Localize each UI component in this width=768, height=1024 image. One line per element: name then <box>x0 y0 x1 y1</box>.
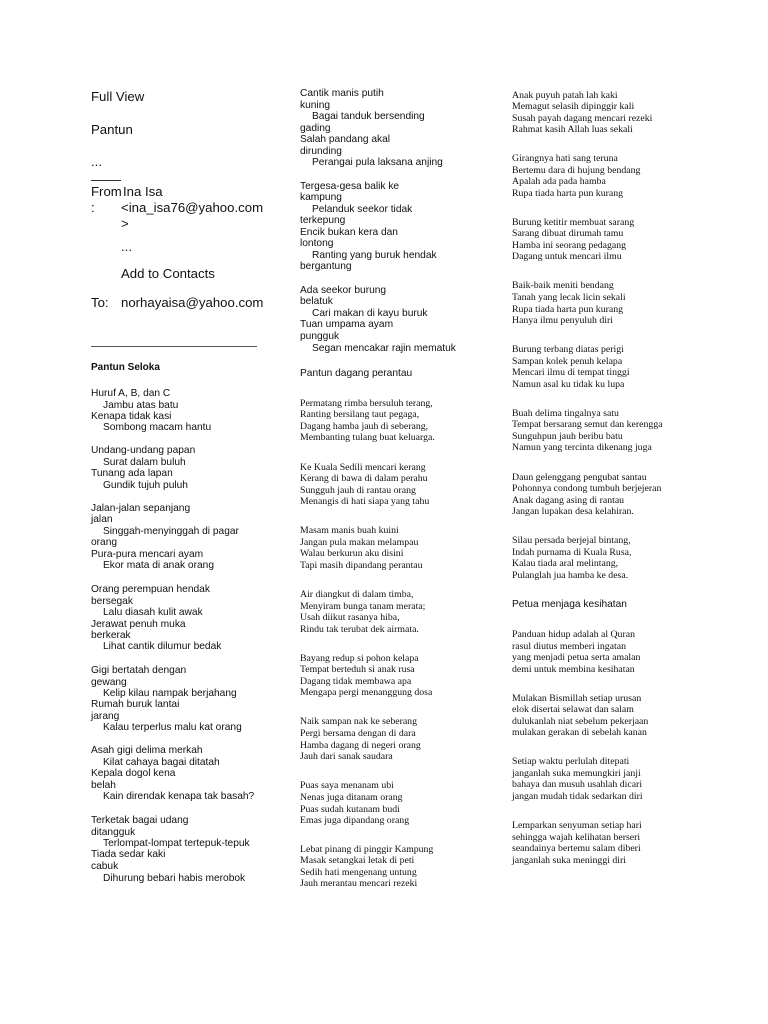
poem-line: Menyiram bunga tanam merata; <box>300 601 426 612</box>
poem-line: Sungguh jauh di rantau orang <box>300 485 416 496</box>
poem-line: Cantik manis putih <box>300 88 384 99</box>
poem-line: Tunang ada lapan <box>91 468 173 479</box>
poem-line: Hamba ini seorang pedagang <box>512 240 626 251</box>
poem-line: Surat dalam buluh <box>103 457 186 468</box>
poem-line: Rindu tak terubat dek airmata. <box>300 624 419 635</box>
poem-line: janganlah suka meninggi diri <box>512 855 626 866</box>
poem-line: Jerawat penuh muka <box>91 619 186 630</box>
poem-line: Mulakan Bismillah setiap urusan <box>512 693 642 704</box>
poem-line: seandainya bertemu salam diberi <box>512 843 641 854</box>
poem-line: Dagang untuk mencari ilmu <box>512 251 622 262</box>
from-email-close: > <box>121 216 129 231</box>
poem-line: Memagut selasih dipinggir kali <box>512 101 635 112</box>
ellipsis-text: ... <box>91 154 102 169</box>
poem-line: Ranting bersilang taut pegaga, <box>300 409 420 420</box>
poem-line: Dagang hamba jauh di seberang, <box>300 421 429 432</box>
poem-line: Sedih hati mengenang untung <box>300 867 417 878</box>
poem-line: Sombong macam hantu <box>103 422 212 433</box>
poem-line: Tempat bersarang semut dan kerengga <box>512 419 663 430</box>
poem-line: Kilat cahaya bagai ditatah <box>103 757 220 768</box>
poem-line: Kalau tiada aral melintang, <box>512 558 619 569</box>
poem-line: ditangguk <box>91 827 136 838</box>
poem-line: Pergi bersama dengan di dara <box>300 728 416 739</box>
poem-line: Naik sampan nak ke seberang <box>300 716 417 727</box>
poem-line: Buah delima tingalnya satu <box>512 408 619 419</box>
poem-line: Terlompat-lompat tertepuk-tepuk <box>103 838 250 849</box>
poem-line: Ada seekor burung <box>300 285 387 296</box>
poem-line: Masam manis buah kuini <box>300 525 399 536</box>
poem-line: Ke Kuala Sedili mencari kerang <box>300 462 426 473</box>
from-name[interactable]: Ina Isa <box>123 184 163 199</box>
poem-line: Lihat cantik dilumur bedak <box>103 641 222 652</box>
poem-line: Bayang redup si pohon kelapa <box>300 653 419 664</box>
poem-line: Singgah-menyinggah di pagar <box>103 526 239 537</box>
poem-line: Rupa tiada harta pun kurang <box>512 304 623 315</box>
short-divider <box>91 180 121 181</box>
poem-line: Kalau terperlus malu kat orang <box>103 722 242 733</box>
poem-line: Orang perempuan hendak <box>91 584 210 595</box>
poem-line: Puas sudah kutanam budi <box>300 804 400 815</box>
poem-line: Anak puyuh patah lah kaki <box>512 90 618 101</box>
poem-line: Jauh merantau mencari rezeki <box>300 878 418 889</box>
poem-line: bersegak <box>91 596 133 607</box>
poem-line: Hamba dagang di negeri orang <box>300 740 421 751</box>
poem-line: Pohonnya condong tumbuh berjejeran <box>512 483 662 494</box>
poem-line: Air diangkut di dalam timba, <box>300 589 414 600</box>
poem-line: Kelip kilau nampak berjahang <box>103 688 237 699</box>
page-title: Full View <box>91 89 145 104</box>
poem-line: Membanting tulang buat keluarga. <box>300 432 435 443</box>
poem-line: Sarang dibuat dirumah tamu <box>512 228 624 239</box>
colon-label: : <box>91 200 95 215</box>
poem-line: jarang <box>91 711 120 722</box>
poem-line: terkepung <box>300 215 346 226</box>
poem-line: Jauh dari sanak saudara <box>300 751 393 762</box>
poem-line: Rahmat kasih Allah luas sekali <box>512 124 633 135</box>
poem-line: Jangan lupakan desa kelahiran. <box>512 506 634 517</box>
poem-line: Pulanglah jua hamba ke desa. <box>512 570 629 581</box>
poem-line: Kenapa tidak kasi <box>91 411 172 422</box>
poem-line: Walau berkurun aku disini <box>300 548 404 559</box>
subject-label: Pantun <box>91 122 133 137</box>
add-to-contacts-link[interactable]: Add to Contacts <box>121 266 215 281</box>
poem-line: kampung <box>300 192 342 203</box>
poem-line: Ranting yang buruk hendak <box>312 250 437 261</box>
poem-line: Mencari ilmu di tempat tinggi <box>512 367 630 378</box>
pantun-seloka-heading: Pantun Seloka <box>91 362 160 373</box>
poem-line: elok disertai selawat dan salam <box>512 704 634 715</box>
poem-line: Tuan umpama ayam <box>300 319 394 330</box>
poem-line: Cari makan di kayu buruk <box>312 308 428 319</box>
poem-line: Undang-undang papan <box>91 445 196 456</box>
poem-line: Encik bukan kera dan <box>300 227 398 238</box>
poem-line: Tanah yang lecak licin sekali <box>512 292 626 303</box>
poem-line: Susah payah dagang mencari rezeki <box>512 113 653 124</box>
poem-line: Burung terbang diatas perigi <box>512 344 624 355</box>
poem-line: dirunding <box>300 146 342 157</box>
poem-line: Setiap waktu perlulah ditepati <box>512 756 630 767</box>
poem-line: Namun asal ku tidak ku lupa <box>512 379 625 390</box>
section-divider <box>91 346 257 347</box>
poem-line: Lebat pinang di pinggir Kampung <box>300 844 434 855</box>
poem-line: Panduan hidup adalah al Quran <box>512 629 635 640</box>
poem-line: Pura-pura mencari ayam <box>91 549 204 560</box>
poem-line: gewang <box>91 677 127 688</box>
from-email[interactable]: <ina_isa76@yahoo.com <box>121 200 264 215</box>
poem-line: Sampan kolek penuh kelapa <box>512 356 623 367</box>
poem-line: Rupa tiada harta pun kurang <box>512 188 623 199</box>
poem-line: Jambu atas batu <box>103 400 179 411</box>
poem-line: Terketak bagai udang <box>91 815 189 826</box>
poem-line: kuning <box>300 100 331 111</box>
poem-line: Huruf A, B, dan C <box>91 388 171 399</box>
poem-line: Masak setangkai letak di peti <box>300 855 415 866</box>
poem-line: gading <box>300 123 331 134</box>
poem-line: Anak dagang asing di rantau <box>512 495 625 506</box>
poem-line: Dagang tidak membawa apa <box>300 676 412 687</box>
to-label: To: <box>91 295 109 310</box>
poem-line: Menangis di hati siapa yang tahu <box>300 496 430 507</box>
poem-line: Permatang rimba bersuluh terang, <box>300 398 433 409</box>
poem-line: Kerang di bawa di dalam perahu <box>300 473 428 484</box>
poem-line: Lemparkan senyuman setiap hari <box>512 820 642 831</box>
poem-line: Namun yang tercinta dikenang juga <box>512 442 652 453</box>
poem-line: Segan mencakar rajin mematuk <box>312 343 456 354</box>
poem-line: lontong <box>300 238 334 249</box>
poem-line: Perangai pula laksana anjing <box>312 157 443 168</box>
poem-line: orang <box>91 537 118 548</box>
poem-line: Tergesa-gesa balik ke <box>300 181 400 192</box>
section-heading: Pantun dagang perantau <box>300 368 413 379</box>
poem-line: jalan <box>91 514 113 525</box>
poem-line: Salah pandang akal <box>300 134 391 145</box>
poem-line: belatuk <box>300 296 333 307</box>
poem-line: Rumah buruk lantai <box>91 699 180 710</box>
poem-line: demi untuk membina kesihatan <box>512 664 635 675</box>
poem-line: Kepala dogol kena <box>91 768 176 779</box>
to-email[interactable]: norhayaisa@yahoo.com <box>121 295 264 310</box>
section-heading: Petua menjaga kesihatan <box>512 599 627 610</box>
poem-line: cabuk <box>91 861 119 872</box>
poem-line: Tempat berteduh si anak rusa <box>300 664 415 675</box>
poem-line: rasul diutus memberi ingatan <box>512 641 626 652</box>
poem-line: Ekor mata di anak orang <box>103 560 214 571</box>
poem-line: Girangnya hati sang teruna <box>512 153 618 164</box>
poem-line: Emas juga dipandang orang <box>300 815 410 826</box>
from-label: From <box>91 184 122 199</box>
poem-line: yang menjadi petua serta amalan <box>512 652 641 663</box>
poem-line: Lalu diasah kulit awak <box>103 607 203 618</box>
poem-line: Apalah ada pada hamba <box>512 176 606 187</box>
poem-line: Puas saya menanam ubi <box>300 780 394 791</box>
poem-line: berkerak <box>91 630 131 641</box>
poem-line: sehingga wajah kelihatan berseri <box>512 832 641 843</box>
poem-line: Indah purnama di Kuala Rusa, <box>512 547 632 558</box>
poem-line: Silau persada berjejal bintang, <box>512 535 631 546</box>
poem-line: bahaya dan musuh usahlah dicari <box>512 779 643 790</box>
poem-line: Burung ketitir membuat sarang <box>512 217 635 228</box>
poem-line: Daun gelenggang pengubat santau <box>512 472 647 483</box>
poem-line: Pelanduk seekor tidak <box>312 204 413 215</box>
poem-line: Bagai tanduk bersending <box>312 111 425 122</box>
poem-line: Dihurung bebari habis merobok <box>103 873 246 884</box>
poem-line: Mengapa pergi menanggung dosa <box>300 687 433 698</box>
poem-line: Bertemu dara di hujung bendang <box>512 165 641 176</box>
poem-line: Tapi masih dipandang perantau <box>300 560 423 571</box>
poem-line: Gigi bertatah dengan <box>91 665 187 676</box>
poem-line: Baik-baik meniti bendang <box>512 280 614 291</box>
poem-line: pungguk <box>300 331 340 342</box>
poem-line: janganlah suka memungkiri janji <box>512 768 641 779</box>
more-ellipsis[interactable]: ... <box>121 239 132 254</box>
poem-line: Hanya ilmu penyuluh diri <box>512 315 613 326</box>
poem-line: Asah gigi delima merkah <box>91 745 203 756</box>
poem-line: jangan mudah tidak sedarkan diri <box>512 791 643 802</box>
poem-line: mulakan gerakan di sebelah kanan <box>512 727 647 738</box>
poem-line: Jangan pula makan melampau <box>300 537 419 548</box>
poem-line: Sunguhpun jauh beribu batu <box>512 431 623 442</box>
poem-line: Tiada sedar kaki <box>91 849 166 860</box>
poem-line: Kain direndak kenapa tak basah? <box>103 791 255 802</box>
poem-line: Usah diikut rasanya hiba, <box>300 612 400 623</box>
poem-line: Jalan-jalan sepanjang <box>91 503 191 514</box>
poem-line: belah <box>91 780 116 791</box>
poem-line: Gundik tujuh puluh <box>103 480 188 491</box>
poem-line: bergantung <box>300 261 352 272</box>
poem-line: dulukanlah niat sebelum pekerjaan <box>512 716 649 727</box>
poem-line: Nenas juga ditanam orang <box>300 792 403 803</box>
